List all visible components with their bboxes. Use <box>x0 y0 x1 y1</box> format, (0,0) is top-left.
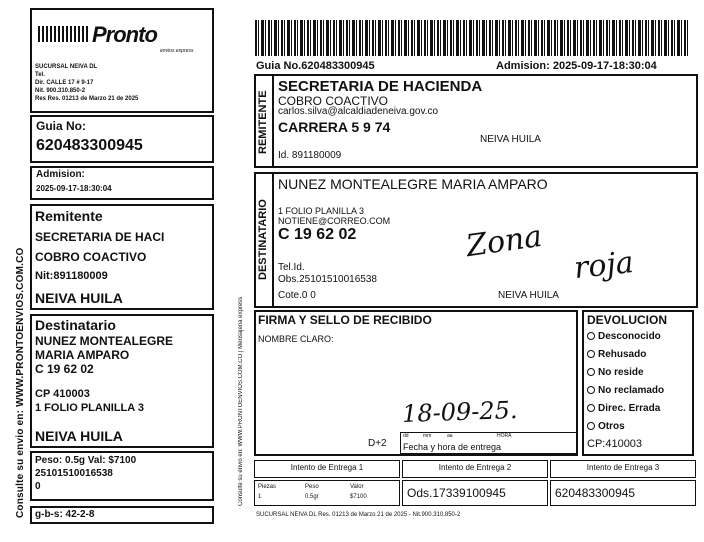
guia-label: Guia No: <box>36 119 86 133</box>
destinatario-addr: C 19 62 02 <box>35 362 94 376</box>
rem-city: NEIVA HUILA <box>480 134 541 145</box>
handwriting-roja: roja <box>572 244 636 287</box>
radio-direc-errada[interactable] <box>587 404 595 412</box>
dest-tel: Tel.Id. <box>278 262 305 273</box>
intento-2 <box>402 460 548 478</box>
remitente-dept: COBRO COACTIVO <box>35 250 147 264</box>
devolucion-box <box>582 310 694 456</box>
firma-box <box>254 310 578 456</box>
pronto-logo: Pronto <box>92 22 157 47</box>
valor-value: $7100 <box>350 494 367 500</box>
ods-box <box>402 480 548 506</box>
footer-code: g-b-s: 42-2-8 <box>35 509 95 520</box>
date-sub-aa: aa <box>447 433 453 439</box>
left-remitente-box <box>30 204 214 310</box>
radio-rehusado[interactable] <box>587 350 595 358</box>
left-vertical-url: Consulte su envio en: WWW.PRONTOENVIOS.COM.CO <box>15 247 26 518</box>
left-destinatario-box <box>30 314 214 448</box>
intento-2-label: Intento de Entrega 2 <box>438 463 512 472</box>
remitente-name: SECRETARIA DE HACI <box>35 230 165 244</box>
radio-no-reside[interactable] <box>587 368 595 376</box>
intento-1-label: Intento de Entrega 1 <box>290 463 364 472</box>
radio-otros[interactable] <box>587 422 595 430</box>
intento-1 <box>254 460 400 478</box>
dest-name: NUNEZ MONTEALEGRE MARIA AMPARO <box>278 176 548 192</box>
date-sub-mm: mm <box>423 433 432 439</box>
right-vertical-url: Consulte su envio en: WWW.PRONTOENVIOS.COM.CO | Mensajeria express <box>238 296 244 506</box>
peso-line: Peso: 0.5g Val: $7100 <box>35 455 137 466</box>
piezas-box <box>254 480 400 506</box>
dest-folio: 1 FOLIO PLANILLA 3 <box>278 206 365 216</box>
devolucion-title: DEVOLUCION <box>587 313 668 327</box>
devolucion-option-2[interactable]: Rehusado <box>587 349 646 360</box>
firma-label: FIRMA Y SELLO DE RECIBIDO <box>258 313 432 327</box>
rem-name: SECRETARIA DE HACIENDA <box>278 78 483 95</box>
date-sub-dd: dd <box>403 433 409 439</box>
peso-code: 25101510016538 <box>35 468 113 479</box>
header-line-4: Nit. 900.310.850-2 <box>35 88 86 94</box>
destinatario-vertical: DESTINATARIO <box>257 199 269 281</box>
handwriting-zona: Zona <box>463 218 545 265</box>
rem-addr: CARRERA 5 9 74 <box>278 119 391 135</box>
intento-3 <box>550 460 696 478</box>
devolucion-option-4[interactable]: No reclamado <box>587 385 664 396</box>
header-line-5: Res Res. 01213 de Marzo 21 de 2025 <box>35 96 139 102</box>
barcode <box>255 20 690 56</box>
devolucion-option-5[interactable]: Direc. Errada <box>587 403 660 414</box>
devolucion-option-3[interactable]: No reside <box>587 367 644 378</box>
logo-stripes <box>38 26 90 42</box>
remitente-city: NEIVA HUILA <box>35 290 123 306</box>
right-remitente-box <box>254 74 698 168</box>
date-sub-hora: HORA <box>497 433 512 439</box>
peso-label: Peso <box>305 484 319 490</box>
remitente-vertical: REMITENTE <box>257 90 269 154</box>
right-footer: SUCURSAL NEIVA DL Res. 01213 de Marzo 21 de 2025 - Nit.900.310.850-2 <box>256 512 461 518</box>
rem-email: carlos.silva@alcaldiadeneiva.gov.co <box>278 106 439 117</box>
destinatario-folio: 1 FOLIO PLANILLA 3 <box>35 402 144 414</box>
left-admision-box <box>30 166 214 200</box>
header-line-1: SUCURSAL NEIVA DL <box>35 64 98 70</box>
destinatario-label: Destinatario <box>35 317 116 333</box>
right-destinatario-box <box>254 172 698 308</box>
piezas-value: 1 <box>258 494 262 500</box>
intento-3-label: Intento de Entrega 3 <box>586 463 660 472</box>
logo-tagline: envios express <box>160 48 194 54</box>
destinatario-city: NEIVA HUILA <box>35 428 123 444</box>
header-line-2: Tel. <box>35 72 45 78</box>
dest-cote: Cote.0 0 <box>278 290 316 301</box>
admision-line: Admision: 2025-09-17-18:30:04 <box>496 60 657 72</box>
left-footer-box <box>30 506 214 524</box>
peso-value: 0.5gr <box>305 494 319 500</box>
left-peso-box <box>30 451 214 501</box>
destinatario-name-1: NUNEZ MONTEALEGRE <box>35 334 173 348</box>
fecha-label: Fecha y hora de entrega <box>403 442 502 452</box>
radio-no-reclamado[interactable] <box>587 386 595 394</box>
guia-number-box <box>550 480 696 506</box>
dest-addr: C 19 62 02 <box>278 226 357 243</box>
remitente-divider <box>272 76 274 166</box>
admision-label: Admision: <box>36 169 85 180</box>
destinatario-divider <box>272 174 274 306</box>
devolucion-option-6[interactable]: Otros <box>587 421 625 432</box>
nombre-label: NOMBRE CLARO: <box>258 334 334 344</box>
d-plus-2: D+2 <box>368 438 387 449</box>
destinatario-name-2: MARIA AMPARO <box>35 348 130 362</box>
left-header-box <box>30 8 214 113</box>
dest-email: NOTIENE@CORREO.COM <box>278 216 391 226</box>
guia-number: 620483300945 <box>36 137 143 154</box>
guia-box-number: 620483300945 <box>555 486 636 500</box>
devolucion-option-1[interactable]: Desconocido <box>587 331 661 342</box>
dest-city: NEIVA HUILA <box>498 290 559 301</box>
radio-desconocido[interactable] <box>587 332 595 340</box>
rem-dept: COBRO COACTIVO <box>278 94 389 108</box>
left-guia-box <box>30 115 214 163</box>
piezas-label: Piezas <box>258 484 277 490</box>
header-line-3: Dir. CALLE 17 # 9-17 <box>35 80 94 86</box>
valor-label: Valor <box>350 484 364 490</box>
handwritten-date: 18-09-25. <box>401 395 518 429</box>
dest-obs: Obs.25101510016538 <box>278 274 377 285</box>
remitente-label: Remitente <box>35 208 103 224</box>
fecha-entrega-box <box>400 432 578 454</box>
destinatario-cp: CP 410003 <box>35 388 90 400</box>
peso-zero: 0 <box>35 481 41 492</box>
rem-id: Id. 891180009 <box>278 150 342 161</box>
admision-value: 2025-09-17-18:30:04 <box>36 184 112 193</box>
ods-line: Ods.17339100945 <box>407 486 506 500</box>
remitente-nit: Nit:891180009 <box>35 270 108 282</box>
devolucion-cp: CP:410003 <box>587 438 643 450</box>
guia-line: Guia No.620483300945 <box>256 60 375 72</box>
